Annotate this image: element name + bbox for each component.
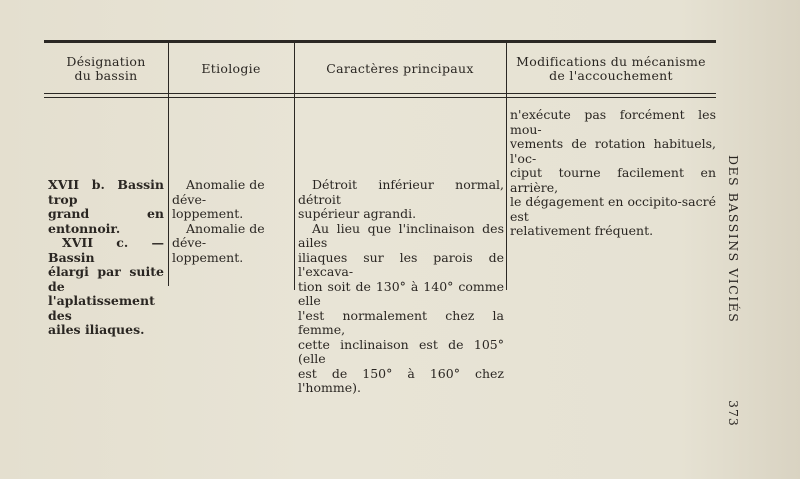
header-modifications: Modifications du mécanisme de l'accouchement [516,54,706,83]
etiologie-cell: Anomalie de déve- loppement. Anomalie de déve- loppement. [172,177,265,265]
page-number: 373 [726,400,741,427]
table-top-rule [44,40,716,43]
designation-cell: XVII b. Bassin trop grand en entonnoir. XVII c. — Bassin élargi par suite de l'aplatissement des ailes iliaques. [48,177,164,337]
header-rule-double [44,97,716,98]
header-designation: Désignation du bassin [66,54,146,83]
comparison-table [44,38,716,395]
modifications-cell: n'exécute pas forcément les mou- vements de rotation habituels, l'oc- ciput tourne facilement en arrière, le dégagement en occipito-sacré est relativement fréquent. [510,107,716,238]
caracteres-cell: Détroit inférieur normal, détroit supérieur agrandi. Au lieu que l'inclinaison des ailes iliaques sur les parois de l'excava- tion soit de 130° à 140° comme elle l'est normalement chez la femme, cette inclinaison est de 105° (elle est de 150° à 160° chez l'homme). [298,177,504,395]
running-head: DES BASSINS VICIÉS [726,155,741,324]
header-etiologie: Etiologie [201,61,261,76]
header-caracteres: Caractères principaux [326,61,474,76]
header-rule [44,93,716,94]
